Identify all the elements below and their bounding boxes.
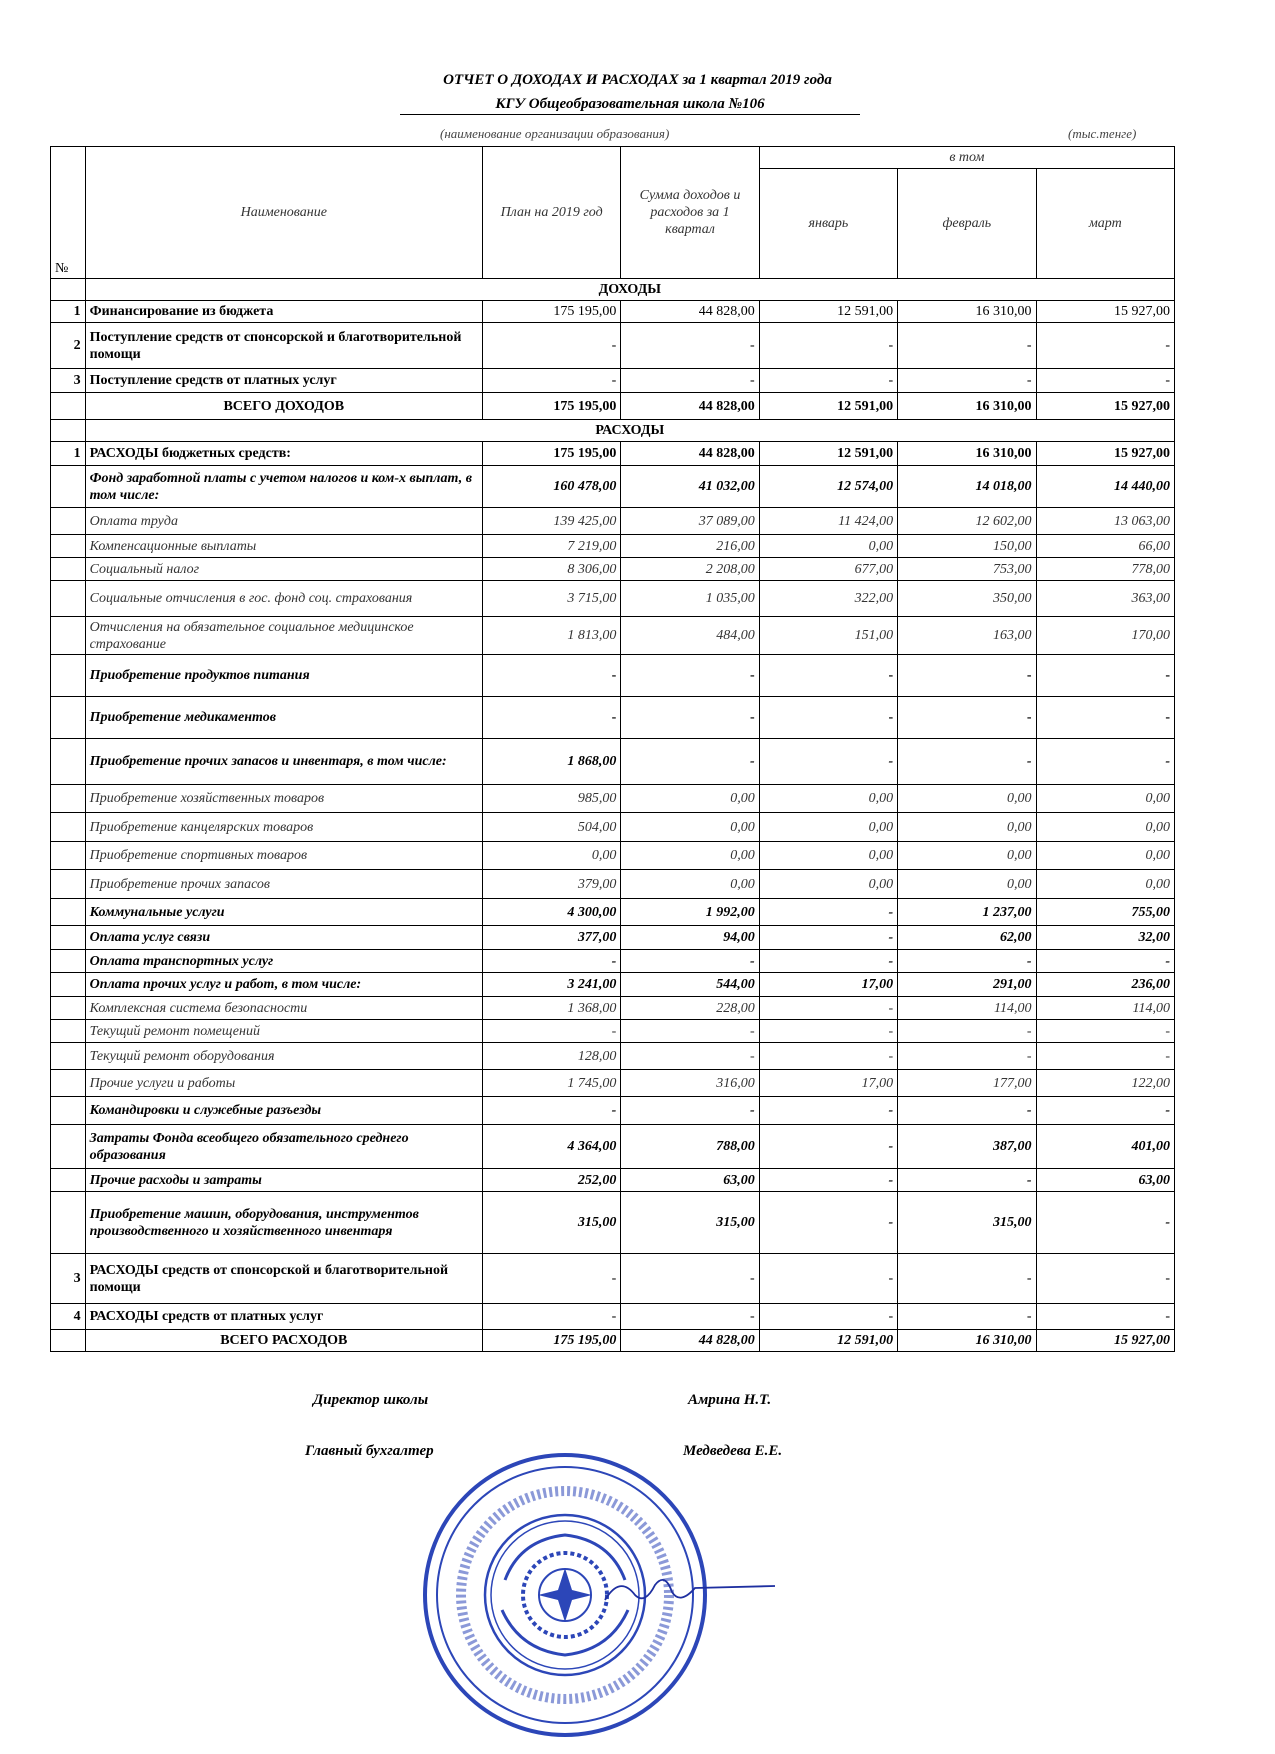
row-name: Социальный налог [85, 558, 482, 581]
table-row [51, 785, 1175, 813]
cell-mar: 63,00 [1036, 1169, 1175, 1192]
table-row [51, 842, 1175, 870]
cell-mar: - [1036, 697, 1175, 739]
table-row [51, 323, 1175, 369]
row-number [51, 1070, 86, 1097]
col-plan-header: План на 2019 год [482, 147, 620, 279]
cell-jan: - [759, 950, 897, 973]
row-number: 3 [51, 1254, 86, 1304]
cell-plan: 139 425,00 [482, 508, 620, 535]
cell-sum: - [621, 697, 759, 739]
cell-mar: 32,00 [1036, 926, 1175, 950]
cell-mar: 122,00 [1036, 1070, 1175, 1097]
cell-sum: 44 828,00 [621, 442, 759, 466]
row-name: ВСЕГО РАСХОДОВ [85, 1330, 482, 1352]
col-jan-header: январь [759, 169, 897, 279]
row-name: Оплата труда [85, 508, 482, 535]
cell-sum: - [621, 1304, 759, 1330]
cell-sum: 44 828,00 [621, 393, 759, 420]
section-title: РАСХОДЫ [85, 420, 1174, 442]
cell-jan: - [759, 1304, 897, 1330]
cell-mar: 13 063,00 [1036, 508, 1175, 535]
table-row [51, 1097, 1175, 1125]
cell-sum: - [621, 739, 759, 785]
cell-feb: 753,00 [898, 558, 1036, 581]
cell-jan: 12 591,00 [759, 393, 897, 420]
cell-sum: 37 089,00 [621, 508, 759, 535]
cell-mar: 15 927,00 [1036, 301, 1175, 323]
cell-mar: 15 927,00 [1036, 442, 1175, 466]
row-name: Поступление средств от спонсорской и благотворительной помощи [85, 323, 482, 369]
cell-plan: 4 300,00 [482, 899, 620, 926]
row-name: Социальные отчисления в гос. фонд соц. страхования [85, 581, 482, 617]
cell-sum: - [621, 323, 759, 369]
cell-feb: - [898, 1043, 1036, 1070]
cell-feb: - [898, 950, 1036, 973]
cell-sum: 544,00 [621, 973, 759, 997]
cell-plan: 3 715,00 [482, 581, 620, 617]
row-name: Текущий ремонт оборудования [85, 1043, 482, 1070]
table-row [51, 899, 1175, 926]
cell-mar: - [1036, 1097, 1175, 1125]
cell-plan: 252,00 [482, 1169, 620, 1192]
cell-sum: 2 208,00 [621, 558, 759, 581]
cell-mar: 236,00 [1036, 973, 1175, 997]
cell-plan: 128,00 [482, 1043, 620, 1070]
cell-feb: 350,00 [898, 581, 1036, 617]
cell-jan: 12 591,00 [759, 442, 897, 466]
table-row [51, 1125, 1175, 1169]
table-row [51, 1169, 1175, 1192]
table-row [51, 739, 1175, 785]
report-table [50, 146, 1175, 1352]
cell-sum: 216,00 [621, 535, 759, 558]
cell-plan: 377,00 [482, 926, 620, 950]
cell-jan: 677,00 [759, 558, 897, 581]
cell-sum: - [621, 1254, 759, 1304]
cell-feb: 1 237,00 [898, 899, 1036, 926]
cell-plan: 504,00 [482, 813, 620, 842]
section-row [51, 420, 1175, 442]
row-number [51, 997, 86, 1020]
section-spacer [51, 420, 86, 442]
report-title: ОТЧЕТ О ДОХОДАХ И РАСХОДАХ за 1 квартал 2019 года [443, 72, 832, 88]
cell-jan: 17,00 [759, 973, 897, 997]
signature [600, 1570, 780, 1610]
cell-sum: 94,00 [621, 926, 759, 950]
cell-plan: 7 219,00 [482, 535, 620, 558]
cell-sum: - [621, 655, 759, 697]
cell-mar: 401,00 [1036, 1125, 1175, 1169]
row-name: Текущий ремонт помещений [85, 1020, 482, 1043]
cell-mar: 15 927,00 [1036, 393, 1175, 420]
table-row [51, 301, 1175, 323]
cell-jan: - [759, 1254, 897, 1304]
cell-plan: - [482, 323, 620, 369]
cell-jan: 0,00 [759, 842, 897, 870]
row-number [51, 466, 86, 508]
cell-sum: - [621, 369, 759, 393]
cell-jan: 12 574,00 [759, 466, 897, 508]
table-row [51, 997, 1175, 1020]
table-row [51, 442, 1175, 466]
table-row [51, 655, 1175, 697]
col-feb-header: февраль [898, 169, 1036, 279]
cell-feb: 150,00 [898, 535, 1036, 558]
row-number [51, 655, 86, 697]
cell-feb: - [898, 323, 1036, 369]
row-number: 1 [51, 442, 86, 466]
cell-plan: 1 813,00 [482, 617, 620, 655]
cell-jan: - [759, 655, 897, 697]
cell-feb: 0,00 [898, 842, 1036, 870]
row-number [51, 617, 86, 655]
cell-mar: - [1036, 1192, 1175, 1254]
table-row [51, 508, 1175, 535]
cell-sum: 63,00 [621, 1169, 759, 1192]
cell-feb: 0,00 [898, 870, 1036, 899]
accountant-title: Главный бухгалтер [305, 1443, 434, 1459]
table-row [51, 926, 1175, 950]
cell-feb: 0,00 [898, 785, 1036, 813]
cell-mar: 0,00 [1036, 842, 1175, 870]
row-name: Поступление средств от платных услуг [85, 369, 482, 393]
cell-jan: - [759, 1125, 897, 1169]
cell-plan: 175 195,00 [482, 1330, 620, 1352]
row-number [51, 697, 86, 739]
cell-plan: 4 364,00 [482, 1125, 620, 1169]
cell-feb: - [898, 697, 1036, 739]
row-name: Затраты Фонда всеобщего обязательного среднего образования [85, 1125, 482, 1169]
cell-plan: - [482, 369, 620, 393]
cell-plan: 1 745,00 [482, 1070, 620, 1097]
cell-mar: 114,00 [1036, 997, 1175, 1020]
cell-feb: 16 310,00 [898, 393, 1036, 420]
row-number: 1 [51, 301, 86, 323]
cell-mar: - [1036, 1020, 1175, 1043]
cell-sum: 484,00 [621, 617, 759, 655]
row-name: Компенсационные выплаты [85, 535, 482, 558]
cell-mar: - [1036, 1254, 1175, 1304]
table-row [51, 369, 1175, 393]
cell-plan: - [482, 1097, 620, 1125]
row-number [51, 1330, 86, 1352]
cell-plan: 0,00 [482, 842, 620, 870]
row-name: Приобретение канцелярских товаров [85, 813, 482, 842]
table-row [51, 535, 1175, 558]
cell-mar: - [1036, 323, 1175, 369]
cell-feb: 291,00 [898, 973, 1036, 997]
expense-total-row [51, 1330, 1175, 1352]
cell-mar: - [1036, 1304, 1175, 1330]
cell-sum: 44 828,00 [621, 1330, 759, 1352]
cell-sum: 1 035,00 [621, 581, 759, 617]
table-row [51, 558, 1175, 581]
cell-feb: 114,00 [898, 997, 1036, 1020]
cell-feb: 16 310,00 [898, 301, 1036, 323]
cell-sum: 315,00 [621, 1192, 759, 1254]
row-number [51, 1097, 86, 1125]
cell-plan: 175 195,00 [482, 301, 620, 323]
cell-sum: 228,00 [621, 997, 759, 1020]
cell-feb: 16 310,00 [898, 1330, 1036, 1352]
table-row [51, 973, 1175, 997]
cell-feb: - [898, 1097, 1036, 1125]
cell-jan: 0,00 [759, 535, 897, 558]
cell-sum: 316,00 [621, 1070, 759, 1097]
units-label: (тыс.тенге) [1068, 126, 1137, 141]
section-title: ДОХОДЫ [85, 279, 1174, 301]
row-name: РАСХОДЫ средств от платных услуг [85, 1304, 482, 1330]
organization-caption: (наименование организации образования) [440, 126, 670, 141]
row-name: ВСЕГО ДОХОДОВ [85, 393, 482, 420]
table-row [51, 1070, 1175, 1097]
row-name: Оплата услуг связи [85, 926, 482, 950]
cell-mar: 0,00 [1036, 870, 1175, 899]
cell-sum: - [621, 950, 759, 973]
table-body [51, 279, 1175, 1352]
row-number [51, 508, 86, 535]
organization-name: КГУ Общеобразовательная школа №106 [400, 96, 860, 115]
table-row [51, 466, 1175, 508]
cell-mar: - [1036, 369, 1175, 393]
cell-mar: 15 927,00 [1036, 1330, 1175, 1352]
row-name: Приобретение машин, оборудования, инструментов производственного и хозяйственного инвентаря [85, 1192, 482, 1254]
row-name: Оплата транспортных услуг [85, 950, 482, 973]
row-number [51, 1020, 86, 1043]
cell-feb: - [898, 1020, 1036, 1043]
row-name: Прочие расходы и затраты [85, 1169, 482, 1192]
row-number [51, 926, 86, 950]
cell-plan: 3 241,00 [482, 973, 620, 997]
income-total-row [51, 393, 1175, 420]
cell-feb: - [898, 369, 1036, 393]
cell-plan: 315,00 [482, 1192, 620, 1254]
table-row [51, 950, 1175, 973]
cell-mar: 170,00 [1036, 617, 1175, 655]
cell-sum: 1 992,00 [621, 899, 759, 926]
cell-plan: - [482, 1254, 620, 1304]
cell-jan: 17,00 [759, 1070, 897, 1097]
row-name: Комплексная система безопасности [85, 997, 482, 1020]
cell-mar: 778,00 [1036, 558, 1175, 581]
cell-feb: - [898, 1304, 1036, 1330]
row-number: 4 [51, 1304, 86, 1330]
cell-jan: - [759, 1097, 897, 1125]
row-number [51, 581, 86, 617]
cell-jan: 11 424,00 [759, 508, 897, 535]
cell-jan: - [759, 1043, 897, 1070]
col-mar-header: март [1036, 169, 1175, 279]
cell-mar: 14 440,00 [1036, 466, 1175, 508]
cell-plan: - [482, 697, 620, 739]
row-name: Приобретение медикаментов [85, 697, 482, 739]
cell-plan: - [482, 655, 620, 697]
cell-feb: 14 018,00 [898, 466, 1036, 508]
cell-jan: - [759, 899, 897, 926]
cell-feb: 387,00 [898, 1125, 1036, 1169]
cell-plan: 175 195,00 [482, 442, 620, 466]
cell-jan: - [759, 997, 897, 1020]
row-number [51, 785, 86, 813]
cell-jan: - [759, 1192, 897, 1254]
cell-mar: 0,00 [1036, 785, 1175, 813]
cell-feb: - [898, 739, 1036, 785]
cell-plan: - [482, 1020, 620, 1043]
table-row [51, 870, 1175, 899]
accountant-name: Медведева Е.Е. [683, 1443, 783, 1459]
row-name: Командировки и служебные разъезды [85, 1097, 482, 1125]
cell-plan: 985,00 [482, 785, 620, 813]
cell-feb: 16 310,00 [898, 442, 1036, 466]
row-number [51, 558, 86, 581]
row-number [51, 1192, 86, 1254]
cell-plan: 8 306,00 [482, 558, 620, 581]
row-name: РАСХОДЫ бюджетных средств: [85, 442, 482, 466]
row-number [51, 842, 86, 870]
table-row [51, 617, 1175, 655]
cell-plan: 1 868,00 [482, 739, 620, 785]
cell-jan: 12 591,00 [759, 1330, 897, 1352]
row-name: Приобретение продуктов питания [85, 655, 482, 697]
row-name: Приобретение спортивных товаров [85, 842, 482, 870]
row-number [51, 739, 86, 785]
cell-sum: 41 032,00 [621, 466, 759, 508]
cell-feb: 0,00 [898, 813, 1036, 842]
row-number [51, 950, 86, 973]
cell-plan: 175 195,00 [482, 393, 620, 420]
cell-mar: 66,00 [1036, 535, 1175, 558]
row-name: Коммунальные услуги [85, 899, 482, 926]
row-name: Приобретение хозяйственных товаров [85, 785, 482, 813]
cell-feb: - [898, 1254, 1036, 1304]
director-title: Директор школы [313, 1392, 429, 1408]
cell-jan: 0,00 [759, 813, 897, 842]
cell-feb: - [898, 1169, 1036, 1192]
table-header [51, 147, 1175, 279]
cell-jan: - [759, 369, 897, 393]
col-name-header: Наименование [85, 147, 482, 279]
row-number [51, 535, 86, 558]
cell-feb: 12 602,00 [898, 508, 1036, 535]
cell-plan: - [482, 950, 620, 973]
row-name: Отчисления на обязательное социальное медицинское страхование [85, 617, 482, 655]
table-row [51, 1020, 1175, 1043]
cell-jan: - [759, 697, 897, 739]
cell-sum: 0,00 [621, 785, 759, 813]
cell-sum: 0,00 [621, 870, 759, 899]
table-row [51, 1043, 1175, 1070]
cell-plan: 160 478,00 [482, 466, 620, 508]
row-number [51, 393, 86, 420]
row-number [51, 870, 86, 899]
cell-jan: 322,00 [759, 581, 897, 617]
cell-jan: - [759, 1169, 897, 1192]
row-number [51, 1169, 86, 1192]
row-number: 2 [51, 323, 86, 369]
row-name: РАСХОДЫ средств от спонсорской и благотворительной помощи [85, 1254, 482, 1304]
row-name: Финансирование из бюджета [85, 301, 482, 323]
table-row [51, 813, 1175, 842]
cell-mar: - [1036, 950, 1175, 973]
cell-feb: 163,00 [898, 617, 1036, 655]
cell-jan: 0,00 [759, 785, 897, 813]
cell-mar: 363,00 [1036, 581, 1175, 617]
table-row [51, 1192, 1175, 1254]
cell-sum: 788,00 [621, 1125, 759, 1169]
cell-jan: - [759, 323, 897, 369]
cell-plan: - [482, 1304, 620, 1330]
row-number [51, 813, 86, 842]
cell-jan: - [759, 1020, 897, 1043]
row-number [51, 1043, 86, 1070]
col-sum-header: Сумма доходов и расходов за 1 квартал [621, 147, 759, 279]
cell-mar: - [1036, 739, 1175, 785]
cell-jan: 12 591,00 [759, 301, 897, 323]
row-number [51, 899, 86, 926]
row-name: Приобретение прочих запасов и инвентаря, в том числе: [85, 739, 482, 785]
cell-sum: - [621, 1097, 759, 1125]
row-number: 3 [51, 369, 86, 393]
director-name: Амрина Н.Т. [688, 1392, 772, 1408]
cell-sum: - [621, 1020, 759, 1043]
table-row [51, 581, 1175, 617]
row-name: Приобретение прочих запасов [85, 870, 482, 899]
cell-mar: 0,00 [1036, 813, 1175, 842]
cell-feb: - [898, 655, 1036, 697]
cell-mar: - [1036, 1043, 1175, 1070]
cell-jan: - [759, 739, 897, 785]
cell-feb: 177,00 [898, 1070, 1036, 1097]
table-row [51, 697, 1175, 739]
cell-plan: 1 368,00 [482, 997, 620, 1020]
cell-jan: - [759, 926, 897, 950]
row-name: Фонд заработной платы с учетом налогов и ком-х выплат, в том числе: [85, 466, 482, 508]
cell-sum: - [621, 1043, 759, 1070]
row-name: Прочие услуги и работы [85, 1070, 482, 1097]
col-no-header: № [51, 147, 86, 279]
row-number [51, 973, 86, 997]
col-group-header: в том [759, 147, 1174, 169]
table-row [51, 1304, 1175, 1330]
cell-feb: 315,00 [898, 1192, 1036, 1254]
cell-feb: 62,00 [898, 926, 1036, 950]
cell-sum: 0,00 [621, 842, 759, 870]
cell-jan: 0,00 [759, 870, 897, 899]
table-row [51, 1254, 1175, 1304]
cell-mar: - [1036, 655, 1175, 697]
section-row [51, 279, 1175, 301]
row-number [51, 1125, 86, 1169]
cell-plan: 379,00 [482, 870, 620, 899]
section-spacer [51, 279, 86, 301]
cell-sum: 44 828,00 [621, 301, 759, 323]
cell-jan: 151,00 [759, 617, 897, 655]
row-name: Оплата прочих услуг и работ, в том числе: [85, 973, 482, 997]
cell-sum: 0,00 [621, 813, 759, 842]
cell-mar: 755,00 [1036, 899, 1175, 926]
